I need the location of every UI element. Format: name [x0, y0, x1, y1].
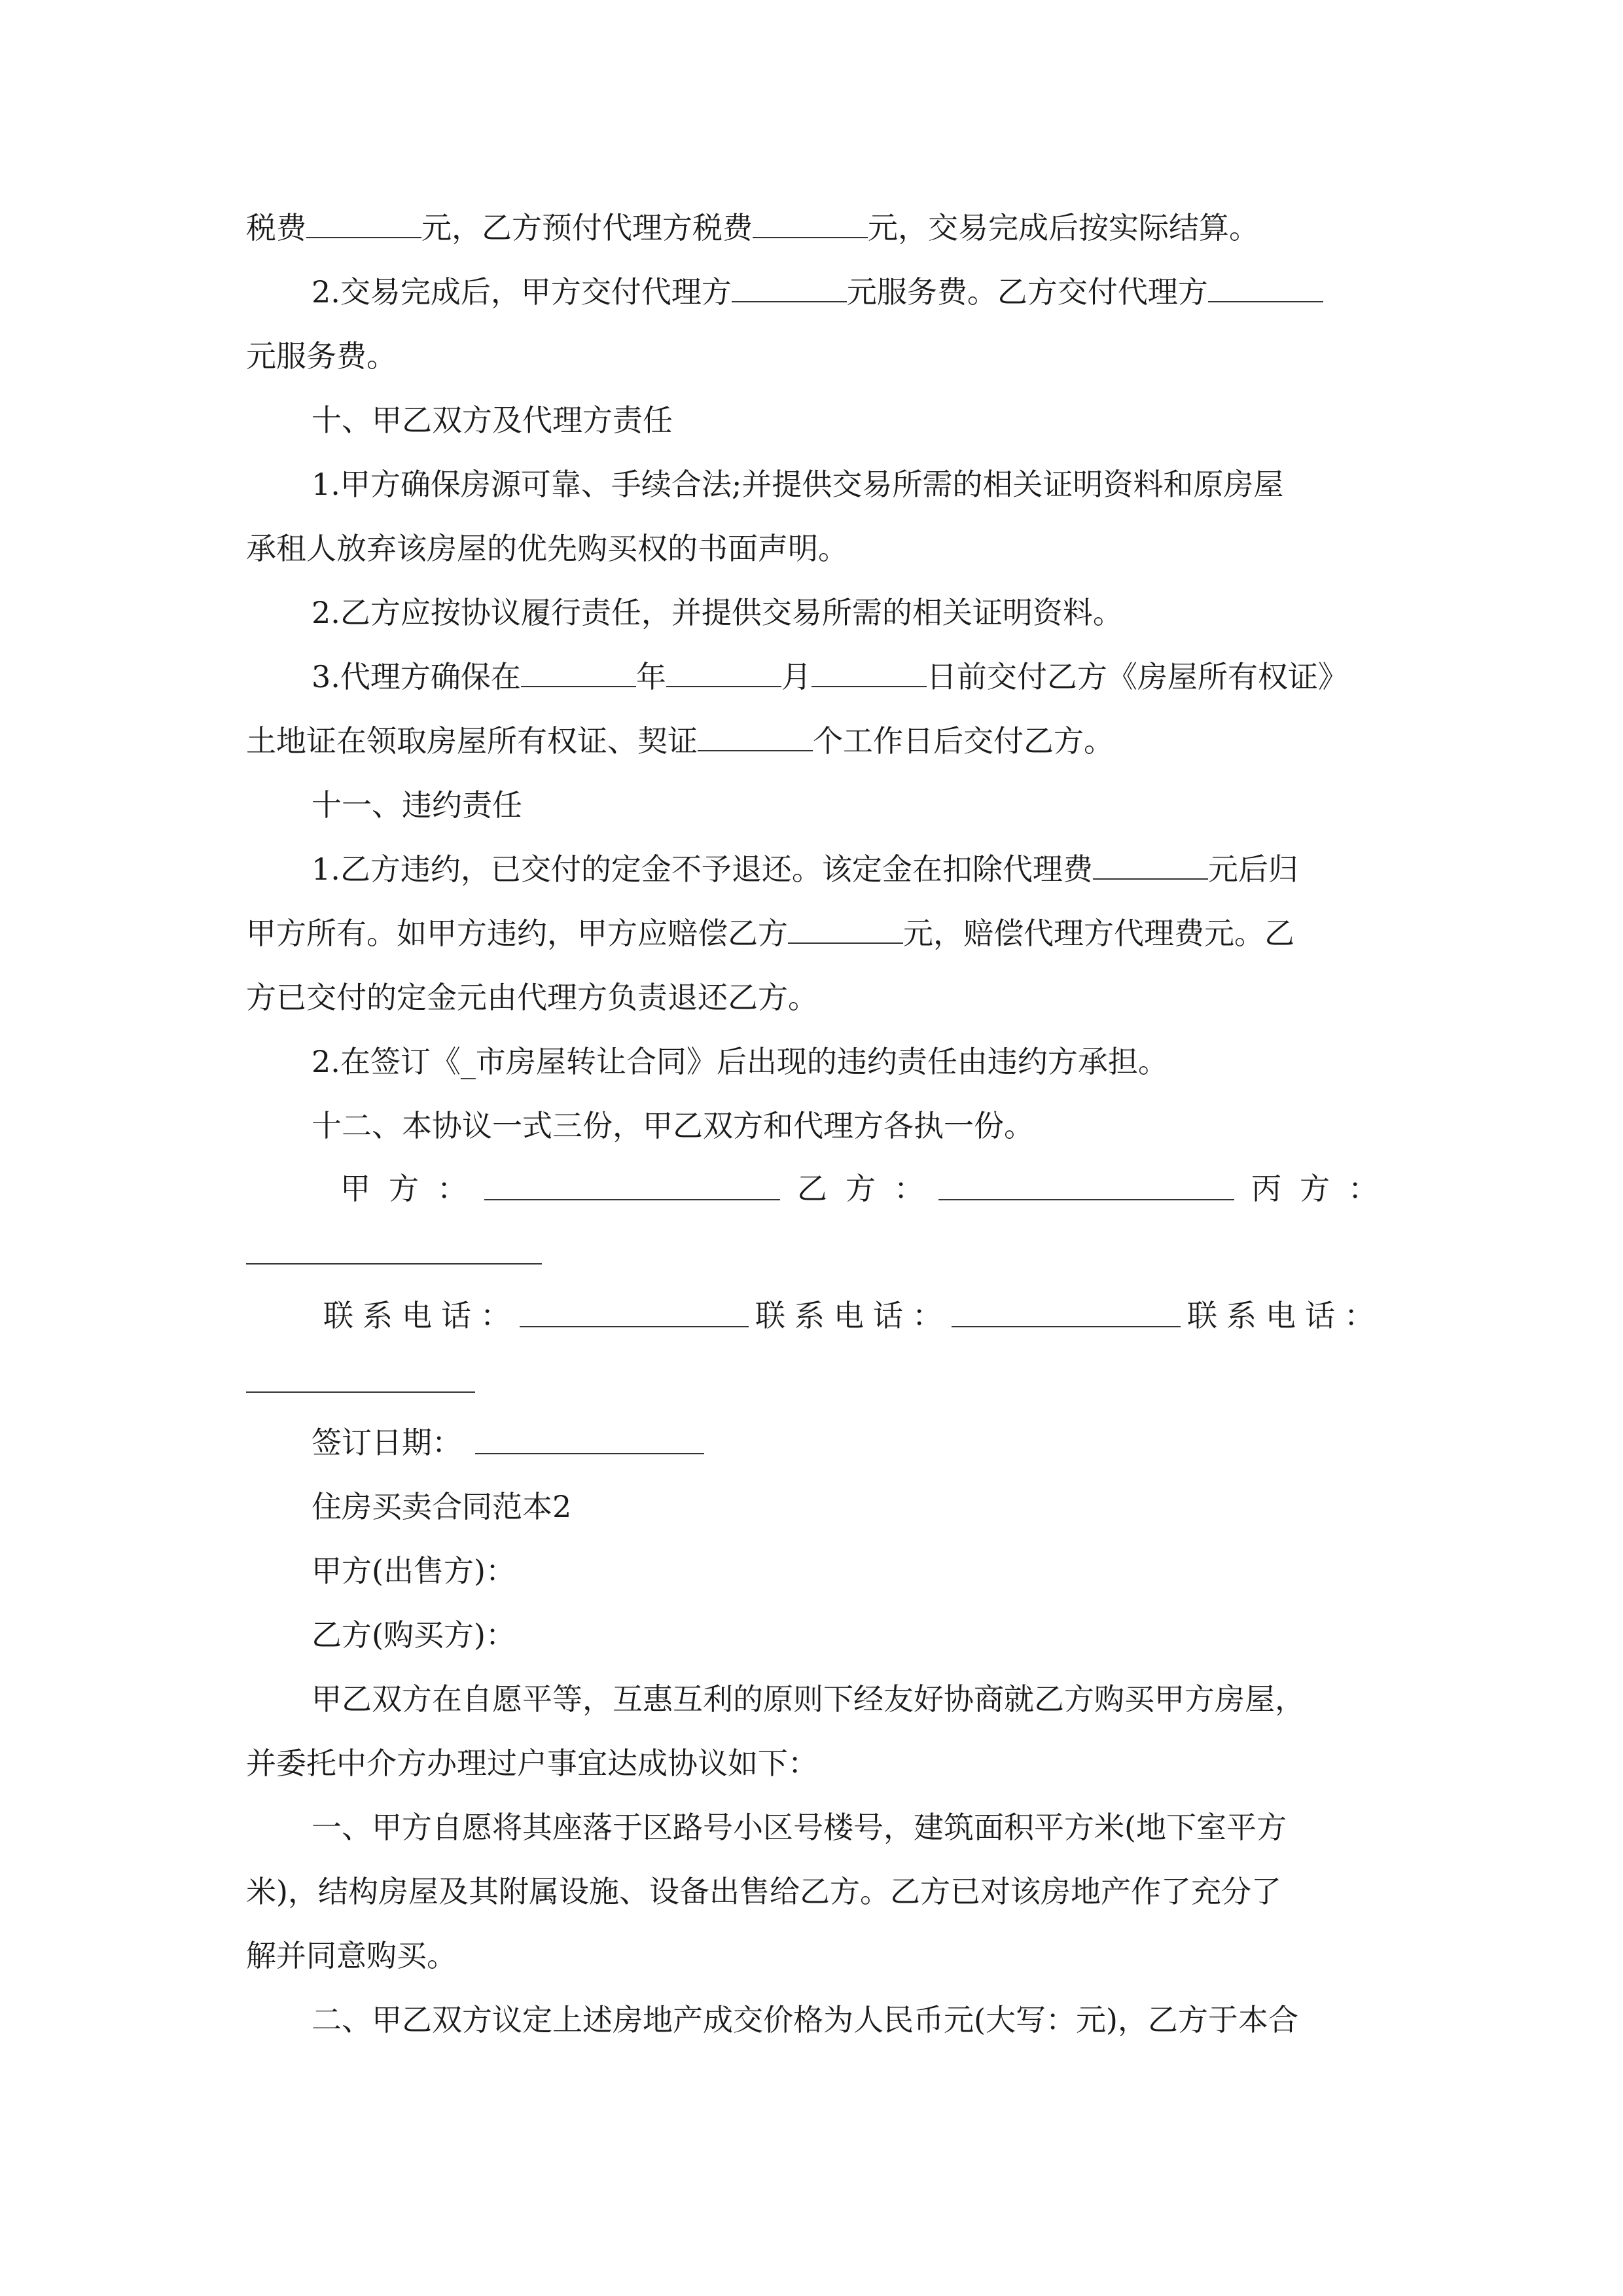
fill-blank	[521, 657, 636, 687]
text-line: 3.代理方确保在 年 月 日前交付乙方《房屋所有权证》	[312, 657, 1385, 696]
phone-a-cell	[323, 1296, 533, 1335]
party-b-cell	[797, 1169, 993, 1208]
phone-c-cell	[1187, 1296, 1383, 1335]
fill-blank	[753, 208, 868, 238]
text-line: 2.交易完成后，甲方交付代理方 元服务费。乙方交付代理方	[312, 272, 1385, 312]
phone-b-line	[952, 1326, 1181, 1327]
text-line: 1.甲方确保房源可靠、手续合法;并提供交易所需的相关证明资料和原房屋	[312, 467, 1284, 502]
phone-a-label: 联系电话：	[323, 1298, 520, 1333]
phone-b-cell	[755, 1296, 965, 1335]
text-line: 2.在签订《_市房屋转让合同》后出现的违约责任由违约方承担。	[312, 1044, 1168, 1079]
fill-blank	[306, 208, 421, 238]
text-line: 方已交付的定金元由代理方负责退还乙方。	[246, 980, 818, 1015]
fill-blank	[812, 657, 927, 687]
contract-title: 住房买卖合同范本2	[312, 1489, 572, 1524]
sign-date-line	[475, 1453, 704, 1454]
text-line: 解并同意购买。	[246, 1938, 457, 1973]
text-line: 二、甲乙双方议定上述房地产成交价格为人民币元(大写：元)，乙方于本合	[312, 2002, 1298, 2037]
text-line: 甲乙双方在自愿平等，互惠互利的原则下经友好协商就乙方购买甲方房屋，	[312, 1681, 1305, 1717]
text-line: 米)，结构房屋及其附属设施、设备出售给乙方。乙方已对该房地产作了充分了	[246, 1874, 1281, 1909]
fill-blank	[732, 272, 847, 302]
section-heading: 十、甲乙双方及代理方责任	[312, 403, 673, 438]
text-line: 土地证在领取房屋所有权证、契证 个工作日后交付乙方。	[246, 721, 1385, 761]
fill-blank	[698, 721, 813, 751]
party-a-signature-line	[484, 1199, 780, 1200]
text-line: 并委托中介方办理过户事宜达成协议如下：	[246, 1746, 818, 1781]
buyer-label: 乙方(购买方)：	[312, 1617, 516, 1653]
phone-a-line	[520, 1326, 749, 1327]
text-line: 1.乙方违约，已交付的定金不予退还。该定金在扣除代理费 元后归	[312, 850, 1385, 889]
text-line: 一、甲方自愿将其座落于区路号小区号楼号，建筑面积平方米(地下室平方	[312, 1810, 1287, 1845]
text-line: 元服务费。	[246, 338, 397, 374]
sign-date-label: 签订日期：	[312, 1425, 462, 1460]
fill-blank	[666, 657, 781, 687]
party-c-cell	[1251, 1169, 1395, 1208]
party-c-label: 丙方：	[1251, 1171, 1397, 1206]
sign-date-row	[312, 1423, 1385, 1462]
party-c-signature-line	[246, 1263, 542, 1265]
text-line: 承租人放弃该房屋的优先购买权的书面声明。	[246, 531, 848, 566]
fill-blank	[1208, 272, 1323, 302]
section-heading: 十二、本协议一式三份，甲乙双方和代理方各执一份。	[312, 1108, 1034, 1143]
party-b-label: 乙方：	[797, 1171, 942, 1206]
section-heading: 十一、违约责任	[312, 787, 522, 823]
phone-c-label: 联系电话：	[1187, 1298, 1383, 1333]
phone-c-line	[246, 1391, 475, 1393]
fill-blank	[1093, 850, 1208, 880]
text-line: 税费 元，乙方预付代理方税费 元，交易完成后按实际结算。	[246, 208, 1385, 247]
party-a-label: 甲方：	[340, 1171, 486, 1206]
fill-blank	[788, 914, 903, 944]
phone-b-label: 联系电话：	[755, 1298, 952, 1333]
text-line: 2.乙方应按协议履行责任，并提供交易所需的相关证明资料。	[312, 595, 1123, 630]
party-b-signature-line	[938, 1199, 1234, 1200]
text-line: 甲方所有。如甲方违约，甲方应赔偿乙方 元，赔偿代理方代理费元。乙	[246, 914, 1385, 953]
seller-label: 甲方(出售方)：	[312, 1553, 516, 1588]
